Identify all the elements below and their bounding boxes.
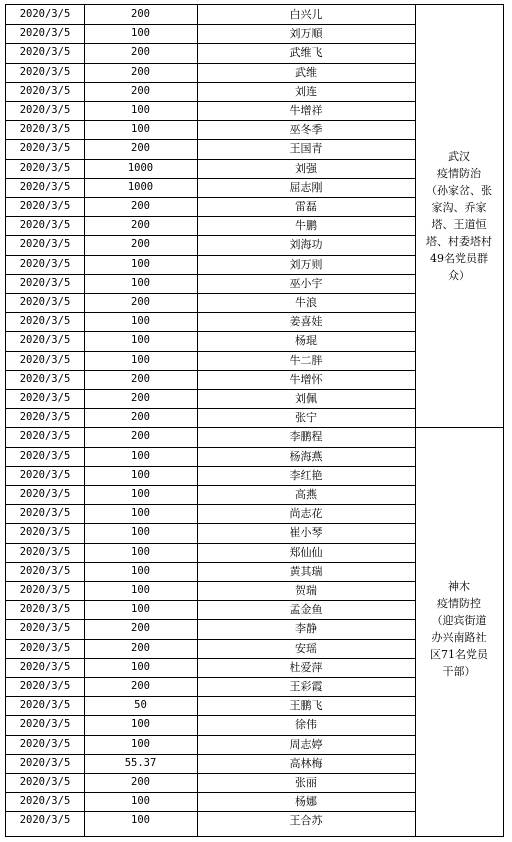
name-cell: 尚志花 (289, 507, 323, 521)
group-label-line: 家沟、乔家 (431, 201, 487, 215)
group-label-line: 神木 (448, 579, 470, 593)
group-label-line: 办兴南路社 (431, 630, 487, 644)
date-cell: 2020/3/5 (19, 84, 71, 97)
date-cell: 2020/3/5 (19, 411, 71, 424)
table-row (6, 5, 415, 24)
row-divider (6, 543, 415, 544)
amount-cell: 200 (131, 200, 150, 212)
row-divider (6, 408, 415, 409)
table-row (6, 293, 415, 312)
table-row (6, 543, 415, 562)
amount-cell: 200 (131, 411, 150, 424)
name-cell: 刘佩 (295, 392, 317, 405)
name-cell: 刘连 (295, 84, 317, 98)
date-cell: 2020/3/5 (19, 219, 71, 232)
date-cell: 2020/3/5 (19, 603, 71, 616)
amount-cell: 200 (131, 392, 150, 404)
row-divider (6, 216, 415, 217)
row-divider (6, 43, 415, 44)
date-cell: 2020/3/5 (19, 142, 71, 155)
table-row (6, 811, 415, 830)
row-divider (6, 312, 415, 313)
table-row (6, 63, 415, 82)
amount-cell: 100 (131, 123, 150, 136)
date-cell: 2020/3/5 (19, 699, 71, 712)
row-divider (6, 101, 415, 102)
name-cell: 张丽 (295, 776, 317, 789)
amount-cell: 100 (131, 660, 150, 673)
table-row (6, 773, 415, 792)
name-cell: 牛二胖 (289, 353, 323, 367)
group-label-line: 武汉 (448, 150, 470, 164)
amount-cell: 100 (131, 257, 150, 270)
date-cell: 2020/3/5 (19, 564, 71, 577)
date-cell: 2020/3/5 (19, 718, 71, 731)
date-cell: 2020/3/5 (19, 430, 71, 443)
name-cell: 高林梅 (289, 756, 323, 770)
date-cell: 2020/3/5 (19, 334, 71, 347)
date-cell: 2020/3/5 (19, 104, 71, 116)
group-label (430, 578, 488, 680)
row-divider (6, 389, 415, 390)
table-row (6, 159, 415, 178)
row-divider (6, 562, 415, 563)
amount-cell: 100 (131, 584, 150, 596)
name-cell: 刘强 (295, 161, 317, 175)
amount-cell: 100 (131, 795, 150, 808)
table-row (6, 677, 415, 696)
date-cell: 2020/3/5 (19, 372, 71, 385)
amount-cell: 100 (131, 334, 150, 347)
row-divider (6, 293, 415, 294)
date-cell: 2020/3/5 (19, 641, 71, 654)
row-divider (6, 370, 415, 371)
amount-cell: 200 (131, 430, 150, 443)
row-divider (6, 754, 415, 755)
amount-cell: 100 (131, 276, 150, 289)
date-cell: 2020/3/5 (19, 449, 71, 462)
table-row (6, 178, 415, 197)
date-cell: 2020/3/5 (19, 507, 71, 520)
name-cell: 王合苏 (289, 814, 323, 828)
name-cell: 王鹏飞 (289, 699, 323, 713)
table-row (6, 216, 415, 235)
amount-cell: 200 (131, 65, 150, 78)
amount-cell: 100 (131, 353, 150, 366)
date-cell: 2020/3/5 (19, 8, 71, 20)
table-row (6, 562, 415, 581)
row-divider (6, 466, 415, 467)
name-cell: 郑仙仙 (289, 545, 323, 559)
name-cell: 武维 (295, 65, 317, 79)
table-row (6, 504, 415, 523)
name-cell: 牛增怀 (289, 372, 323, 386)
group-cell-shenmu (415, 427, 503, 830)
row-divider (6, 197, 415, 198)
row-divider (6, 677, 415, 678)
amount-cell: 100 (131, 814, 150, 827)
row-divider (6, 581, 415, 582)
amount-cell: 100 (131, 468, 150, 481)
row-divider (6, 139, 415, 140)
name-cell: 牛浪 (295, 296, 317, 309)
date-cell: 2020/3/5 (19, 65, 71, 78)
group-label (426, 148, 492, 284)
table-row (6, 619, 415, 638)
date-cell: 2020/3/5 (19, 526, 71, 539)
name-cell: 屈志刚 (289, 180, 323, 194)
date-cell: 2020/3/5 (19, 795, 71, 808)
table-row (6, 754, 415, 773)
date-cell: 2020/3/5 (19, 180, 71, 193)
date-cell: 2020/3/5 (19, 622, 71, 635)
group-cell-wuhan (415, 5, 503, 427)
name-cell: 刘万则 (289, 257, 323, 271)
name-cell: 杜爱萍 (289, 660, 323, 674)
table-row (6, 581, 415, 600)
table-row (6, 696, 415, 715)
table-row (6, 331, 415, 350)
date-cell: 2020/3/5 (19, 584, 71, 596)
name-cell: 孟金鱼 (289, 603, 323, 617)
name-cell: 白兴儿 (289, 8, 323, 21)
name-cell: 牛鹏 (295, 219, 317, 233)
table-row (6, 43, 415, 62)
amount-cell: 1000 (127, 161, 154, 174)
date-cell: 2020/3/5 (19, 296, 71, 308)
date-cell: 2020/3/5 (19, 814, 71, 827)
table-row (6, 139, 415, 158)
amount-cell: 200 (131, 622, 150, 635)
table-row (6, 197, 415, 216)
date-cell: 2020/3/5 (19, 392, 71, 404)
amount-cell: 200 (131, 372, 150, 385)
row-divider (6, 504, 415, 505)
name-cell: 张宁 (295, 411, 317, 425)
row-divider (6, 351, 415, 352)
date-cell: 2020/3/5 (19, 276, 71, 289)
table-row (6, 792, 415, 811)
amount-cell: 100 (131, 488, 150, 500)
group-label-line: 干部） (442, 664, 476, 678)
amount-cell: 200 (131, 46, 150, 59)
row-divider (6, 792, 415, 793)
date-cell: 2020/3/5 (19, 315, 71, 328)
name-cell: 徐伟 (295, 718, 317, 732)
amount-cell: 200 (131, 641, 150, 654)
table-row (6, 485, 415, 504)
group-label-line: 塔、村委塔村 (426, 235, 492, 249)
date-cell: 2020/3/5 (19, 46, 71, 59)
row-divider (6, 63, 415, 64)
date-cell: 2020/3/5 (19, 680, 71, 692)
table-row (6, 24, 415, 43)
amount-cell: 100 (131, 603, 150, 616)
name-cell: 崔小琴 (289, 526, 323, 540)
row-divider (6, 159, 415, 160)
donation-table (5, 4, 504, 837)
row-divider (6, 24, 415, 25)
table-row (6, 466, 415, 485)
table-row (6, 255, 415, 274)
amount-cell: 100 (131, 449, 150, 462)
date-cell: 2020/3/5 (19, 468, 71, 481)
group-label-line: 塔、王道恒 (431, 218, 487, 232)
table-row (6, 389, 415, 408)
group-label-line: 众） (448, 269, 470, 283)
row-divider (6, 735, 415, 736)
table-row (6, 312, 415, 331)
date-cell: 2020/3/5 (19, 737, 71, 750)
amount-cell: 55.37 (124, 756, 157, 769)
table-row (6, 658, 415, 677)
name-cell: 李红艳 (289, 468, 323, 482)
amount-cell: 200 (131, 219, 150, 232)
table-row (6, 735, 415, 754)
table-row (6, 351, 415, 370)
row-divider (6, 255, 415, 256)
row-divider (6, 274, 415, 275)
name-cell: 周志婷 (289, 737, 323, 751)
name-cell: 黄其瑞 (289, 564, 323, 578)
row-divider (6, 811, 415, 812)
amount-cell: 200 (131, 8, 150, 20)
table-row (6, 82, 415, 101)
table-row (6, 235, 415, 254)
amount-cell: 100 (131, 737, 150, 750)
table-row (6, 639, 415, 658)
date-cell: 2020/3/5 (19, 238, 71, 251)
table-row (6, 120, 415, 139)
date-cell: 2020/3/5 (19, 161, 71, 174)
name-cell: 王国青 (289, 142, 323, 156)
amount-cell: 200 (131, 84, 150, 97)
name-cell: 刘万順 (289, 27, 323, 41)
date-cell: 2020/3/5 (19, 756, 71, 769)
date-cell: 2020/3/5 (19, 123, 71, 136)
group-label-line: 区71名党员 (430, 647, 488, 661)
row-divider (6, 523, 415, 524)
row-divider (6, 485, 415, 486)
table-row (6, 715, 415, 734)
row-divider (6, 619, 415, 620)
name-cell: 巫冬季 (289, 123, 323, 137)
table-row (6, 274, 415, 293)
amount-cell: 100 (131, 545, 150, 558)
date-cell: 2020/3/5 (19, 27, 71, 40)
group-label-line: 疫情防治 (437, 167, 481, 181)
name-cell: 李静 (295, 622, 317, 636)
group-label-line: （孙家岔、张 (426, 184, 492, 198)
row-divider (6, 331, 415, 332)
amount-cell: 200 (131, 238, 150, 251)
row-divider (6, 120, 415, 121)
amount-cell: 100 (131, 526, 150, 539)
row-divider (6, 427, 503, 428)
row-divider (6, 696, 415, 697)
amount-cell: 100 (131, 315, 150, 328)
name-cell: 刘海功 (289, 238, 323, 252)
amount-cell: 200 (131, 680, 150, 692)
amount-cell: 100 (131, 27, 150, 40)
name-cell: 王彩霞 (289, 680, 323, 693)
date-cell: 2020/3/5 (19, 545, 71, 558)
table-row (6, 427, 415, 446)
name-cell: 牛增祥 (289, 104, 323, 117)
table-row (6, 370, 415, 389)
table-row (6, 523, 415, 542)
name-cell: 姜喜娃 (289, 315, 323, 329)
amount-cell: 200 (131, 142, 150, 155)
row-divider (6, 178, 415, 179)
table-row (6, 408, 415, 427)
date-cell: 2020/3/5 (19, 200, 71, 212)
table-row (6, 101, 415, 120)
group-label-line: 49名党员群 (430, 252, 488, 266)
date-cell: 2020/3/5 (19, 353, 71, 366)
amount-cell: 50 (134, 699, 147, 712)
amount-cell: 100 (131, 104, 150, 116)
column-divider (197, 5, 198, 836)
row-divider (6, 715, 415, 716)
row-divider (6, 600, 415, 601)
date-cell: 2020/3/5 (19, 257, 71, 270)
date-cell: 2020/3/5 (19, 488, 71, 500)
amount-cell: 100 (131, 507, 150, 520)
name-cell: 杨娜 (295, 795, 317, 809)
name-cell: 武维飞 (289, 46, 323, 60)
name-cell: 贺瑞 (295, 584, 317, 597)
date-cell: 2020/3/5 (19, 776, 71, 788)
amount-cell: 100 (131, 564, 150, 577)
group-label-line: 疫情防控 (437, 596, 481, 610)
column-divider (84, 5, 85, 836)
amount-cell: 100 (131, 718, 150, 731)
row-divider (6, 639, 415, 640)
row-divider (6, 447, 415, 448)
row-divider (6, 773, 415, 774)
name-cell: 雷磊 (295, 200, 317, 213)
amount-cell: 1000 (127, 180, 154, 193)
name-cell: 安瑶 (295, 641, 317, 655)
name-cell: 李鹏程 (289, 430, 323, 444)
row-divider (6, 82, 415, 83)
amount-cell: 200 (131, 776, 150, 788)
table-row (6, 447, 415, 466)
amount-cell: 200 (131, 296, 150, 308)
name-cell: 杨琨 (295, 334, 317, 348)
name-cell: 巫小宇 (289, 276, 323, 290)
row-divider (6, 658, 415, 659)
row-divider (6, 235, 415, 236)
name-cell: 高燕 (295, 488, 317, 501)
table-row (6, 600, 415, 619)
name-cell: 杨海燕 (289, 449, 323, 463)
date-cell: 2020/3/5 (19, 660, 71, 673)
group-label-line: （迎宾街道 (431, 613, 487, 627)
